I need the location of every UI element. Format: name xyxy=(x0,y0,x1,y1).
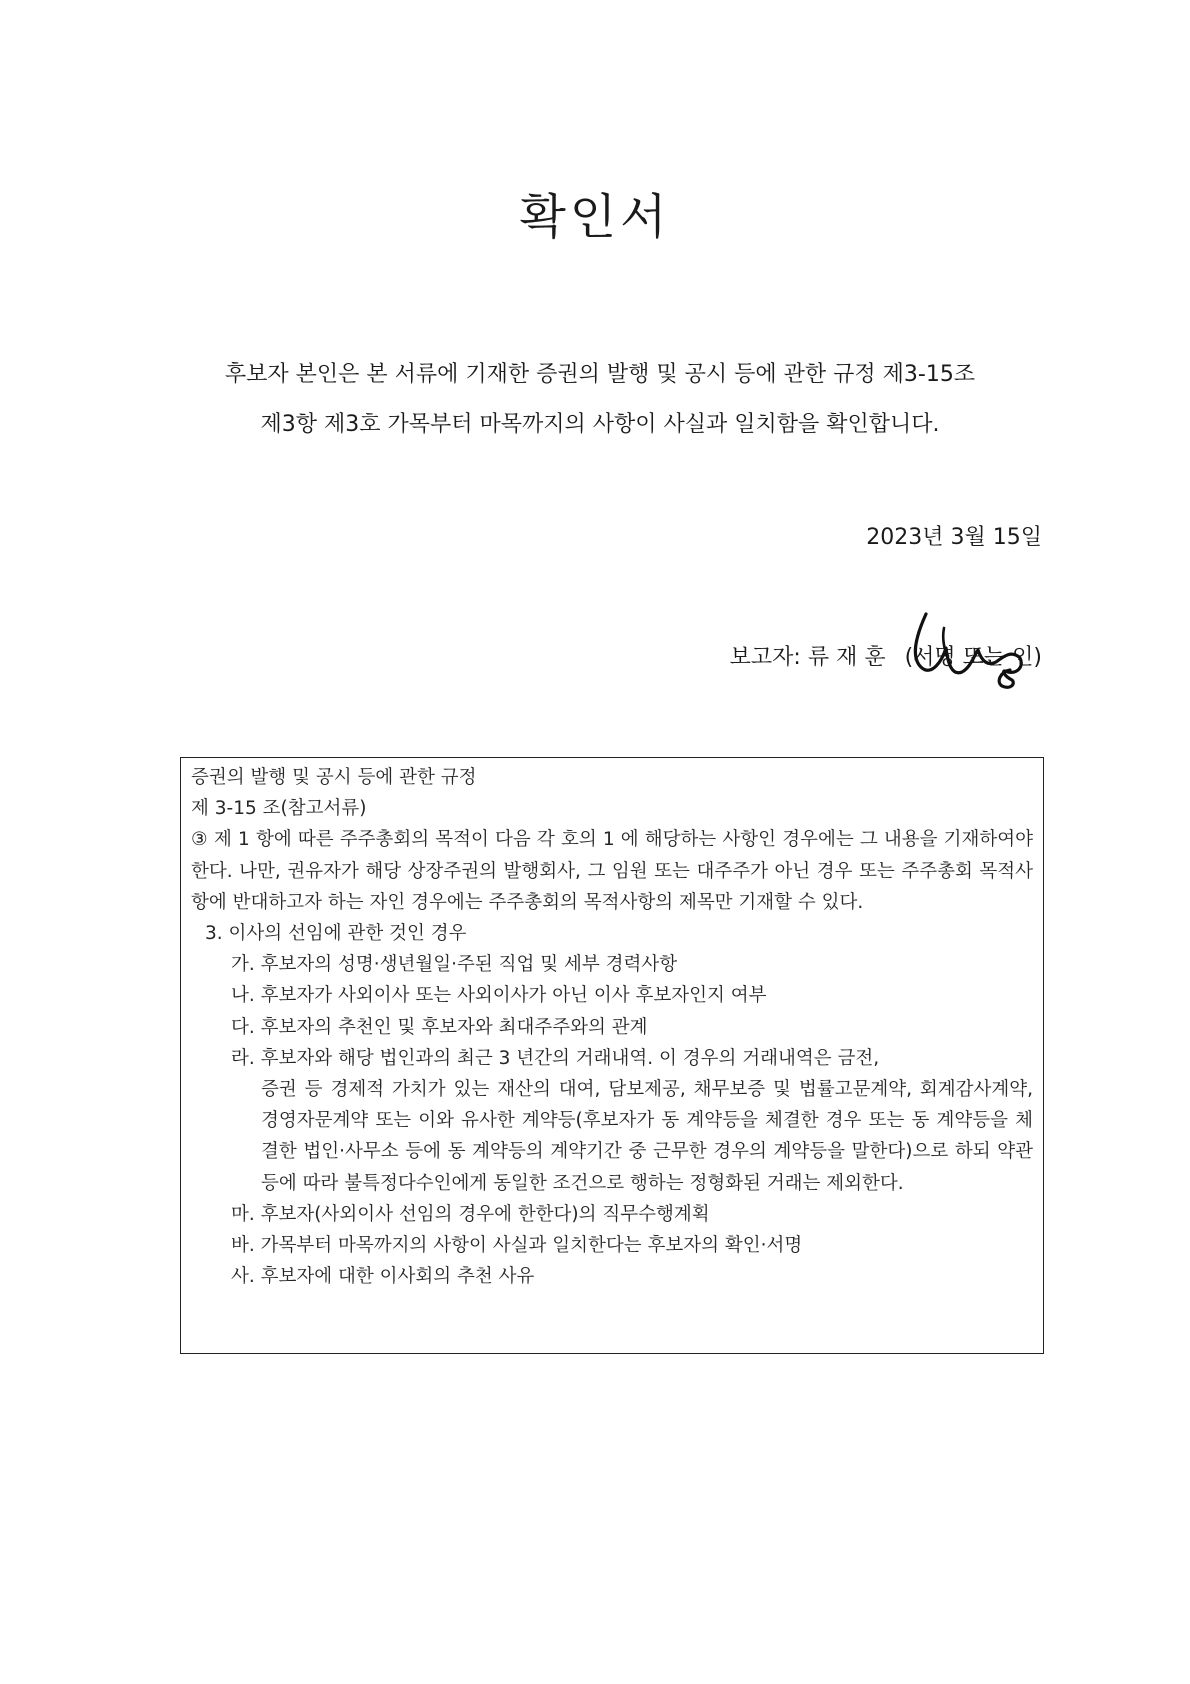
reporter-label: 보고자: xyxy=(729,645,801,670)
reporter-name: 류 재 훈 xyxy=(807,645,886,670)
sub-item-da: 다. 후보자의 추천인 및 후보자와 최대주주와의 관계 xyxy=(231,1016,648,1038)
sub-item-ga: 가. 후보자의 성명·생년월일·주된 직업 및 세부 경력사항 xyxy=(231,954,678,976)
sub-item-ra xyxy=(191,1043,1033,1199)
sub-item-ra-first: 라. 후보자와 해당 법인과의 최근 3 년간의 거래내역. 이 경우의 거래내역은 금전, xyxy=(231,1047,880,1069)
sub-item-sa: 사. 후보자에 대한 이사회의 추천 사유 xyxy=(231,1266,535,1288)
reference-paragraph: ③ 제 1 항에 따른 주주총회의 목적이 다음 각 호의 1 에 해당하는 사항인 경우에는 그 내용을 기재하여야 한다. 나만, 권유자가 해당 상장주권의 발행회사, 그 임원 또는 대주주가 아닌 경우 또는 주주총회 목적사항에 반대하고자 하는 자인 경우에는 주주총회의 목적사항의 제목만 기재할 수 있다. xyxy=(191,829,1033,913)
sub-item-ra-continuation: 증권 등 경제적 가치가 있는 재산의 대여, 담보제공, 채무보증 및 법률고문계약, 회계감사계약, 경영자문계약 또는 이와 유사한 계약등(후보자가 동 계약등을 체결한 경우 또는 동 계약등을 체결한 법인·사무소 등에 동 계약등의 계약기간 중 근무한 경우의 계약등을 말한다)으로 하되 약관 등에 따라 불특정다수인에게 동일한 조건으로 행하는 정형화된 거래는 제외한다. xyxy=(261,1079,1033,1194)
confirmation-statement xyxy=(150,350,1050,450)
statement-line-2: 제3항 제3호 가목부터 마목까지의 사항이 사실과 일치함을 확인합니다. xyxy=(260,412,940,437)
sub-item-ma: 마. 후보자(사외이사 선임의 경우에 한한다)의 직무수행계획 xyxy=(231,1203,710,1225)
sub-item-ba: 바. 가목부터 마목까지의 사항이 사실과 일치한다는 후보자의 확인·서명 xyxy=(231,1235,803,1257)
document-date: 2023년 3월 15일 xyxy=(866,525,1042,550)
reference-item-3: 3. 이사의 선임에 관한 것인 경우 xyxy=(205,923,467,945)
reference-heading: 증권의 발행 및 공시 등에 관한 규정 xyxy=(191,767,477,788)
sub-item-na: 나. 후보자가 사외이사 또는 사외이사가 아닌 이사 후보자인지 여부 xyxy=(231,985,767,1007)
signature-note: (서명 또는 인) xyxy=(904,645,1042,670)
reference-article: 제 3-15 조(참고서류) xyxy=(191,798,367,820)
document-title: 확인서 xyxy=(519,189,671,245)
reference-regulation-box xyxy=(180,757,1044,1354)
statement-line-1: 후보자 본인은 본 서류에 기재한 증권의 발행 및 공시 등에 관한 규정 제3-15조 xyxy=(224,362,976,387)
handwritten-signature xyxy=(904,606,1054,706)
